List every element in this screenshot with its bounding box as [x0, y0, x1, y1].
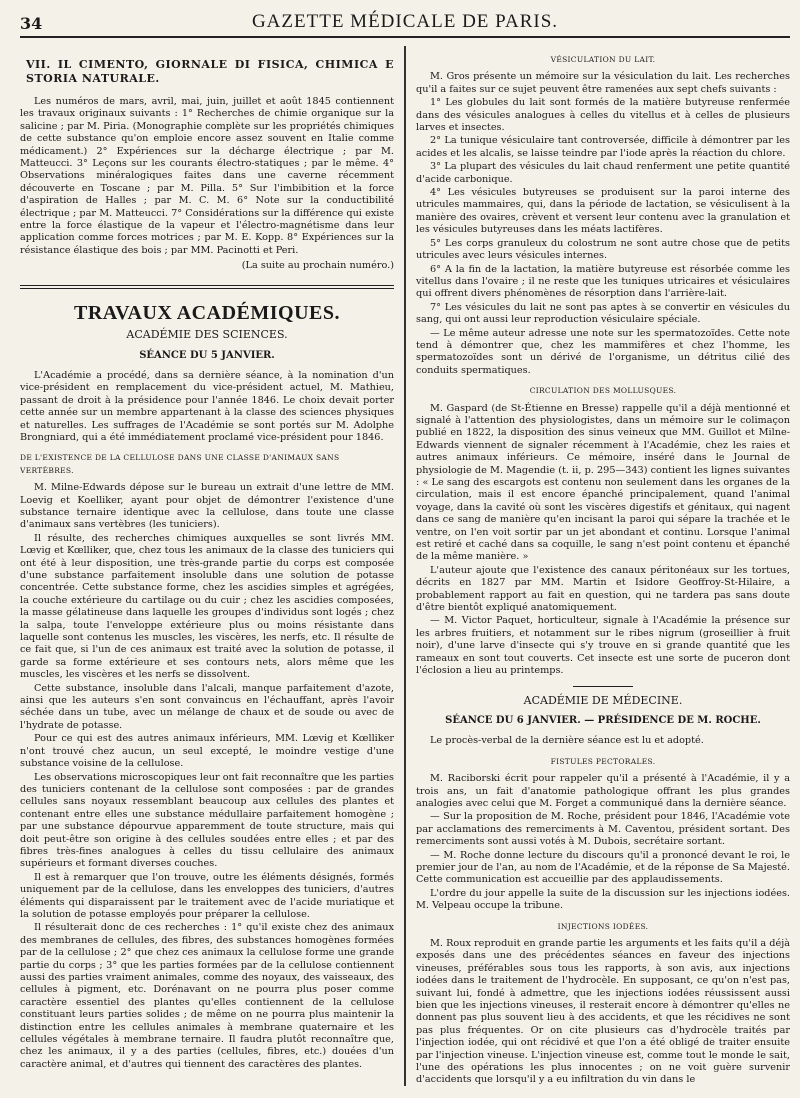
suite-note: (La suite au prochain numéro.): [241, 260, 394, 272]
paragraph: Il résulte, des recherches chimiques auxquelles se sont livrés MM. Lœvig et Kœlliker, que, chez tous les animaux de la classe des tuniciers qui ont été à leur disposition, une très-grande partie du corps est composée d'une substance parfaitement insoluble dans une solution de potasse concentrée. Cette substance forme, chez les ascidies simples et agrégées, la couche extérieure du cartilage ou du cuir ; chez les ascidies composées, la masse gélatineuse dans laquelle les groupes d'individus sont logés ; chez la salpa, toute l'enveloppe extérieure plus ou moins résistante dans laquelle sont contenus les muscles, les viscères, les nerfs, etc. Il résulte de ce fait que, si l'un de ces animaux est traité avec la solution de potasse, il garde sa forme extérieure et ses contours nets, alors même que les muscles, les viscères et les nerfs se dissolvent.: [20, 532, 394, 681]
paragraph: — M. Roche donne lecture du discours qu'il a prononcé devant le roi, le premier jour de l'an, au nom de l'Académie, et de la réponse de Sa Majesté. Cette communication est accueillie par des applaudissements.: [416, 849, 790, 886]
page-header: [20, 8, 790, 38]
seance-heading: SÉANCE DU 5 JANVIER.: [139, 349, 275, 361]
short-divider: [573, 686, 633, 687]
journal-title: GAZETTE MÉDICALE DE PARIS.: [251, 11, 559, 32]
vesiculation-heading: VÉSICULATION DU LAIT.: [550, 55, 656, 64]
academie-sciences-heading: ACADÉMIE DES SCIENCES.: [126, 328, 288, 342]
paragraph: 2° La tunique vésiculaire tant controversée, difficile à démontrer par les acides et les alcalis, se laisse teindre par l'iode après la réaction du chlore.: [416, 135, 790, 159]
injections-heading: INJECTIONS IODÉES.: [557, 921, 649, 931]
paragraph: L'ordre du jour appelle la suite de la discussion sur les injections iodées. M. Velpeau occupe la tribune.: [416, 887, 790, 912]
cimento-heading: VII. IL CIMENTO, GIORNALE DI FISICA, CHIMICA E STORIA NATURALE.: [26, 58, 394, 85]
paragraph: M. Raciborski écrit pour rappeler qu'il a présenté à l'Académie, il y a trois ans, un fait d'anatomie pathologique offrant les plus grandes analogies avec celui que M. Forget a communiqué dans la dernière séance.: [416, 773, 790, 809]
paragraph: Il est à remarquer que l'on trouve, outre les éléments désignés, formés uniquement par de la cellulose, dans les enveloppes des tuniciers, d'autres éléments qui disparaissent par le traitement avec de l'acide muriatique et la solution de potasse employés pour préparer la cellulose.: [20, 871, 394, 920]
column-rule: [404, 46, 406, 1086]
cellulose-heading: DE L'EXISTENCE DE LA CELLULOSE DANS UNE CLASSE D'ANIMAUX SANS VERTÈBRES.: [20, 453, 340, 475]
paragraph: L'auteur ajoute que l'existence des canaux péritonéaux sur les tortues, décrits en 1827 par MM. Martin et Isidore Geoffroy-St-Hilaire, a probablement rapport au fait en question, qui ne tardera pas sans doute d'être bientôt expliqué anatomiquement.: [416, 564, 790, 614]
newspaper-page: [20, 8, 790, 1090]
paragraph: — M. Victor Paquet, horticulteur, signale à l'Académie la présence sur les arbres fruitiers, et notamment sur le ribes nigrum (groseillier à fruit noir), d'une larve d'insecte qui s'y trouve en si grande quantité que les rameaux en sont tout couverts. Cet insecte est une sorte de puceron dont l'éclosion a lieu au printemps.: [416, 615, 790, 677]
paragraph: M. Gros présente un mémoire sur la vésiculation du lait. Les recherches qu'il a faites sur ce sujet peuvent être ramenées aux sept chefs suivants :: [416, 71, 790, 95]
right-column: [409, 46, 790, 1086]
columns: [20, 46, 790, 1086]
paragraph: Cette substance, insoluble dans l'alcali, manque parfaitement d'azote, ainsi que les auteurs s'en sont convaincus en l'échauffant, après l'avoir séchée dans un tube, avec un mélange de chaux et de soude ou avec de l'hydrate de potasse.: [20, 682, 394, 731]
paragraph: Il résulterait donc de ces recherches : 1° qu'il existe chez des animaux des membranes de cellules, des fibres, des substances homogènes formées par de la cellulose ; 2° que chez ces animaux la cellulose forme une grande partie du corps ; 3° que les parties formées par de la cellulose contiennent aussi des parties vraiment animales, comme des noyaux, des vaisseaux, des cellules à pigment, etc. Dorénavant on ne pourra plus poser comme caractère essentiel des plantes qu'elles contiennent de la cellulose constituant leurs parties solides ; de même on ne pourra plus maintenir la distinction entre les cellules animales à membrane quaternaire et les cellules végétales à membrane ternaire. Il faudra plutôt reconnaître que, chez les animaux, il y a des parties (cellules, fibres, etc.) douées d'un caractère animal, et d'autres qui tiennent des caractères des plantes.: [20, 922, 394, 1070]
academie-medecine-heading: ACADÉMIE DE MÉDECINE.: [523, 693, 683, 707]
section-divider: [20, 285, 394, 289]
paragraph: 3° La plupart des vésicules du lait chaud renferment une petite quantité d'acide carbonique.: [416, 161, 790, 185]
paragraph: — Sur la proposition de M. Roche, président pour 1846, l'Académie vote par acclamations des remerciments à M. Caventou, président sortant. Des remerciments sont aussi votés à M. Dubois, secrétaire sortant.: [416, 811, 790, 848]
paragraph: 4° Les vésicules butyreuses se produisent sur la paroi interne des utricules mammaires, qui, dans la période de lactation, se vésiculisent à la manière des ovaires, crèvent et versent leur contenu avec la granulation et les vésicules butyreuses dans les méats lactifères.: [416, 187, 790, 236]
paragraph: Pour ce qui est des autres animaux inférieurs, MM. Lœvig et Kœlliker n'ont trouvé chez aucun, un seul excepté, le moindre vestige d'une substance voisine de la cellulose.: [20, 733, 394, 770]
paragraph: 5° Les corps granuleux du colostrum ne sont autre chose que de petits utricules avec leurs vésicules internes.: [416, 237, 790, 262]
paragraph: Le procès-verbal de la dernière séance est lu et adopté.: [430, 735, 704, 747]
paragraph: L'Académie a procédé, dans sa dernière séance, à la nomination d'un vice-président en remplacement du vice-président actuel, M. Mathieu, passant de droit à la présidence pour l'année 1846. Le choix devait porter cette année sur un membre appartenant à la classe des sciences physiques et naturelles. Les suffrages de l'Académie se sont portés sur M. Adolphe Brongniard, qui a été immédiatement proclamé vice-président pour 1846.: [20, 369, 394, 443]
cimento-body: Les numéros de mars, avril, mai, juin, juillet et août 1845 contiennent les travaux originaux suivants : 1° Recherches de chimie organique sur la salicine ; par M. Piria. (Monographie complète sur les propriétés chimiques de cette substance qu'on emploie encore assez souvent en Italie comme médicament.) 2° Expériences sur la décharge électrique ; par M. Matteucci. 3° Leçons sur les courants électro-statiques ; par le même. 4° Observations minéralogiques faites dans une caverne récemment découverte en Toscane ; par M. Pilla. 5° Sur l'imbibition et la force d'aspiration de Halles ; par M. C. M. 6° Note sur la conductibilité électrique ; par M. Matteucci. 7° Considérations sur la différence qui existe entre la force élastique de la vapeur et l'électro-magnétisme dans leur application comme forces motrices ; par M. E. Kopp. 8° Expériences sur la résistance élastique des bois ; par MM. Pacinotti et Peri.: [20, 96, 394, 256]
circulation-heading: CIRCULATION DES MOLLUSQUES.: [529, 386, 677, 396]
paragraph: Les observations microscopiques leur ont fait reconnaître que les parties des tuniciers contenant de la cellulose sont composées : par de grandes cellules sans noyaux ressemblant beaucoup aux cellules des plantes et contenant entre elles une substance médullaire parfaitement homogène ; par une substance dépourvue apparemment de toute structure, mais qui doit peut-être son origine à des cellules soudées entre elles ; et par des fibres très-fines analogues à celles du tissu cellulaire des animaux supérieurs et formant diverses couches.: [20, 771, 394, 870]
paragraph: M. Roux reproduit en grande partie les arguments et les faits qu'il a déjà exposés dans une des précédentes séances en faveur des injections vineuses, préférables sous tous les rapports, à son avis, aux injections iodées dans le traitement de l'hydrocèle. En supposant, ce qu'on n'est pas, suivant lui, fondé à admettre, que les injections iodées réussissent aussi bien que les injections vineuses, il resterait encore à démontrer qu'elles ne donnent pas plus souvent lieu à des accidents, et que les récidives ne sont pas plus fréquentes. Or on cite plusieurs cas d'hydrocèle traités par l'injection iodée, qui ont récidivé et que l'on a été obligé de traiter ensuite par l'injection vineuse. L'injection vineuse est, comme tout le monde le sait, l'une des opérations les plus innocentes ; on ne voit guère survenir d'accidents que lorsqu'il y a eu infiltration du vin dans le: [416, 938, 790, 1086]
paragraph: 6° A la fin de la lactation, la matière butyreuse est résorbée comme les vitellus dans l'ovaire ; il ne reste que les tuniques utricaires et vésiculaires qui offrent divers phénomènes de résorption dans l'arrière-lait.: [416, 263, 790, 300]
paragraph: M. Milne-Edwards dépose sur le bureau un extrait d'une lettre de MM. Loevig et Koelliker, ayant pour objet de démontrer l'existence d'une substance ternaire identique avec la cellulose, dans toute une classe d'animaux sans vertèbres (les tuniciers).: [20, 482, 394, 531]
fistules-heading: FISTULES PECTORALES.: [550, 756, 656, 766]
page-number: 34: [20, 14, 43, 33]
travaux-title: TRAVAUX ACADÉMIQUES.: [74, 301, 340, 324]
paragraph: 7° Les vésicules du lait ne sont pas aptes à se convertir en vésicules du sang, qui ont aussi leur reproduction vésiculaire spéciale.: [416, 301, 790, 326]
paragraph: M. Gaspard (de St-Étienne en Bresse) rappelle qu'il a déjà mentionné et signalé à l'attention des physiologistes, dans un mémoire sur le colimaçon publié en 1822, la disposition des sinus veineux que MM. Guillot et Milne-Edwards viennent de signaler récemment à l'Académie, chez les raies et autres animaux inférieurs. Ce mémoire, inséré dans le Journal de physiologie de M. Magendie (t. ii, p. 295—343) contient les lignes suivantes : « Le sang des escargots est contenu non seulement dans les organes de la circulation, mais il est encore épanché principalement, quand l'animal voyage, dans la cavité où sont les viscères digestifs et génitaux, qui nagent dans ce sang de manière qu'en incisant la paroi qui sépare la trachée et le ventre, on l'en voit sortir par un jet abondant et continu. Lorsque l'animal est retiré et caché dans sa coquille, le sang n'est point contenu et épanché de la même manière. »: [416, 402, 790, 563]
medecine-seance-heading: SÉANCE DU 6 JANVIER. — PRÉSIDENCE DE M. ROCHE.: [445, 714, 761, 726]
paragraph: 1° Les globules du lait sont formés de la matière butyreuse renfermée dans des vésicules analogues à celles du vitellus et à celles de plusieurs larves et insectes.: [416, 97, 790, 134]
paragraph: — Le même auteur adresse une note sur les spermatozoïdes. Cette note tend à démontrer que, chez les mammifères et chez l'homme, les spermatozoïdes sont un dérivé de l'organisme, un détritus cilié des conduits spermatiques.: [416, 327, 790, 376]
left-column: [20, 46, 401, 1086]
